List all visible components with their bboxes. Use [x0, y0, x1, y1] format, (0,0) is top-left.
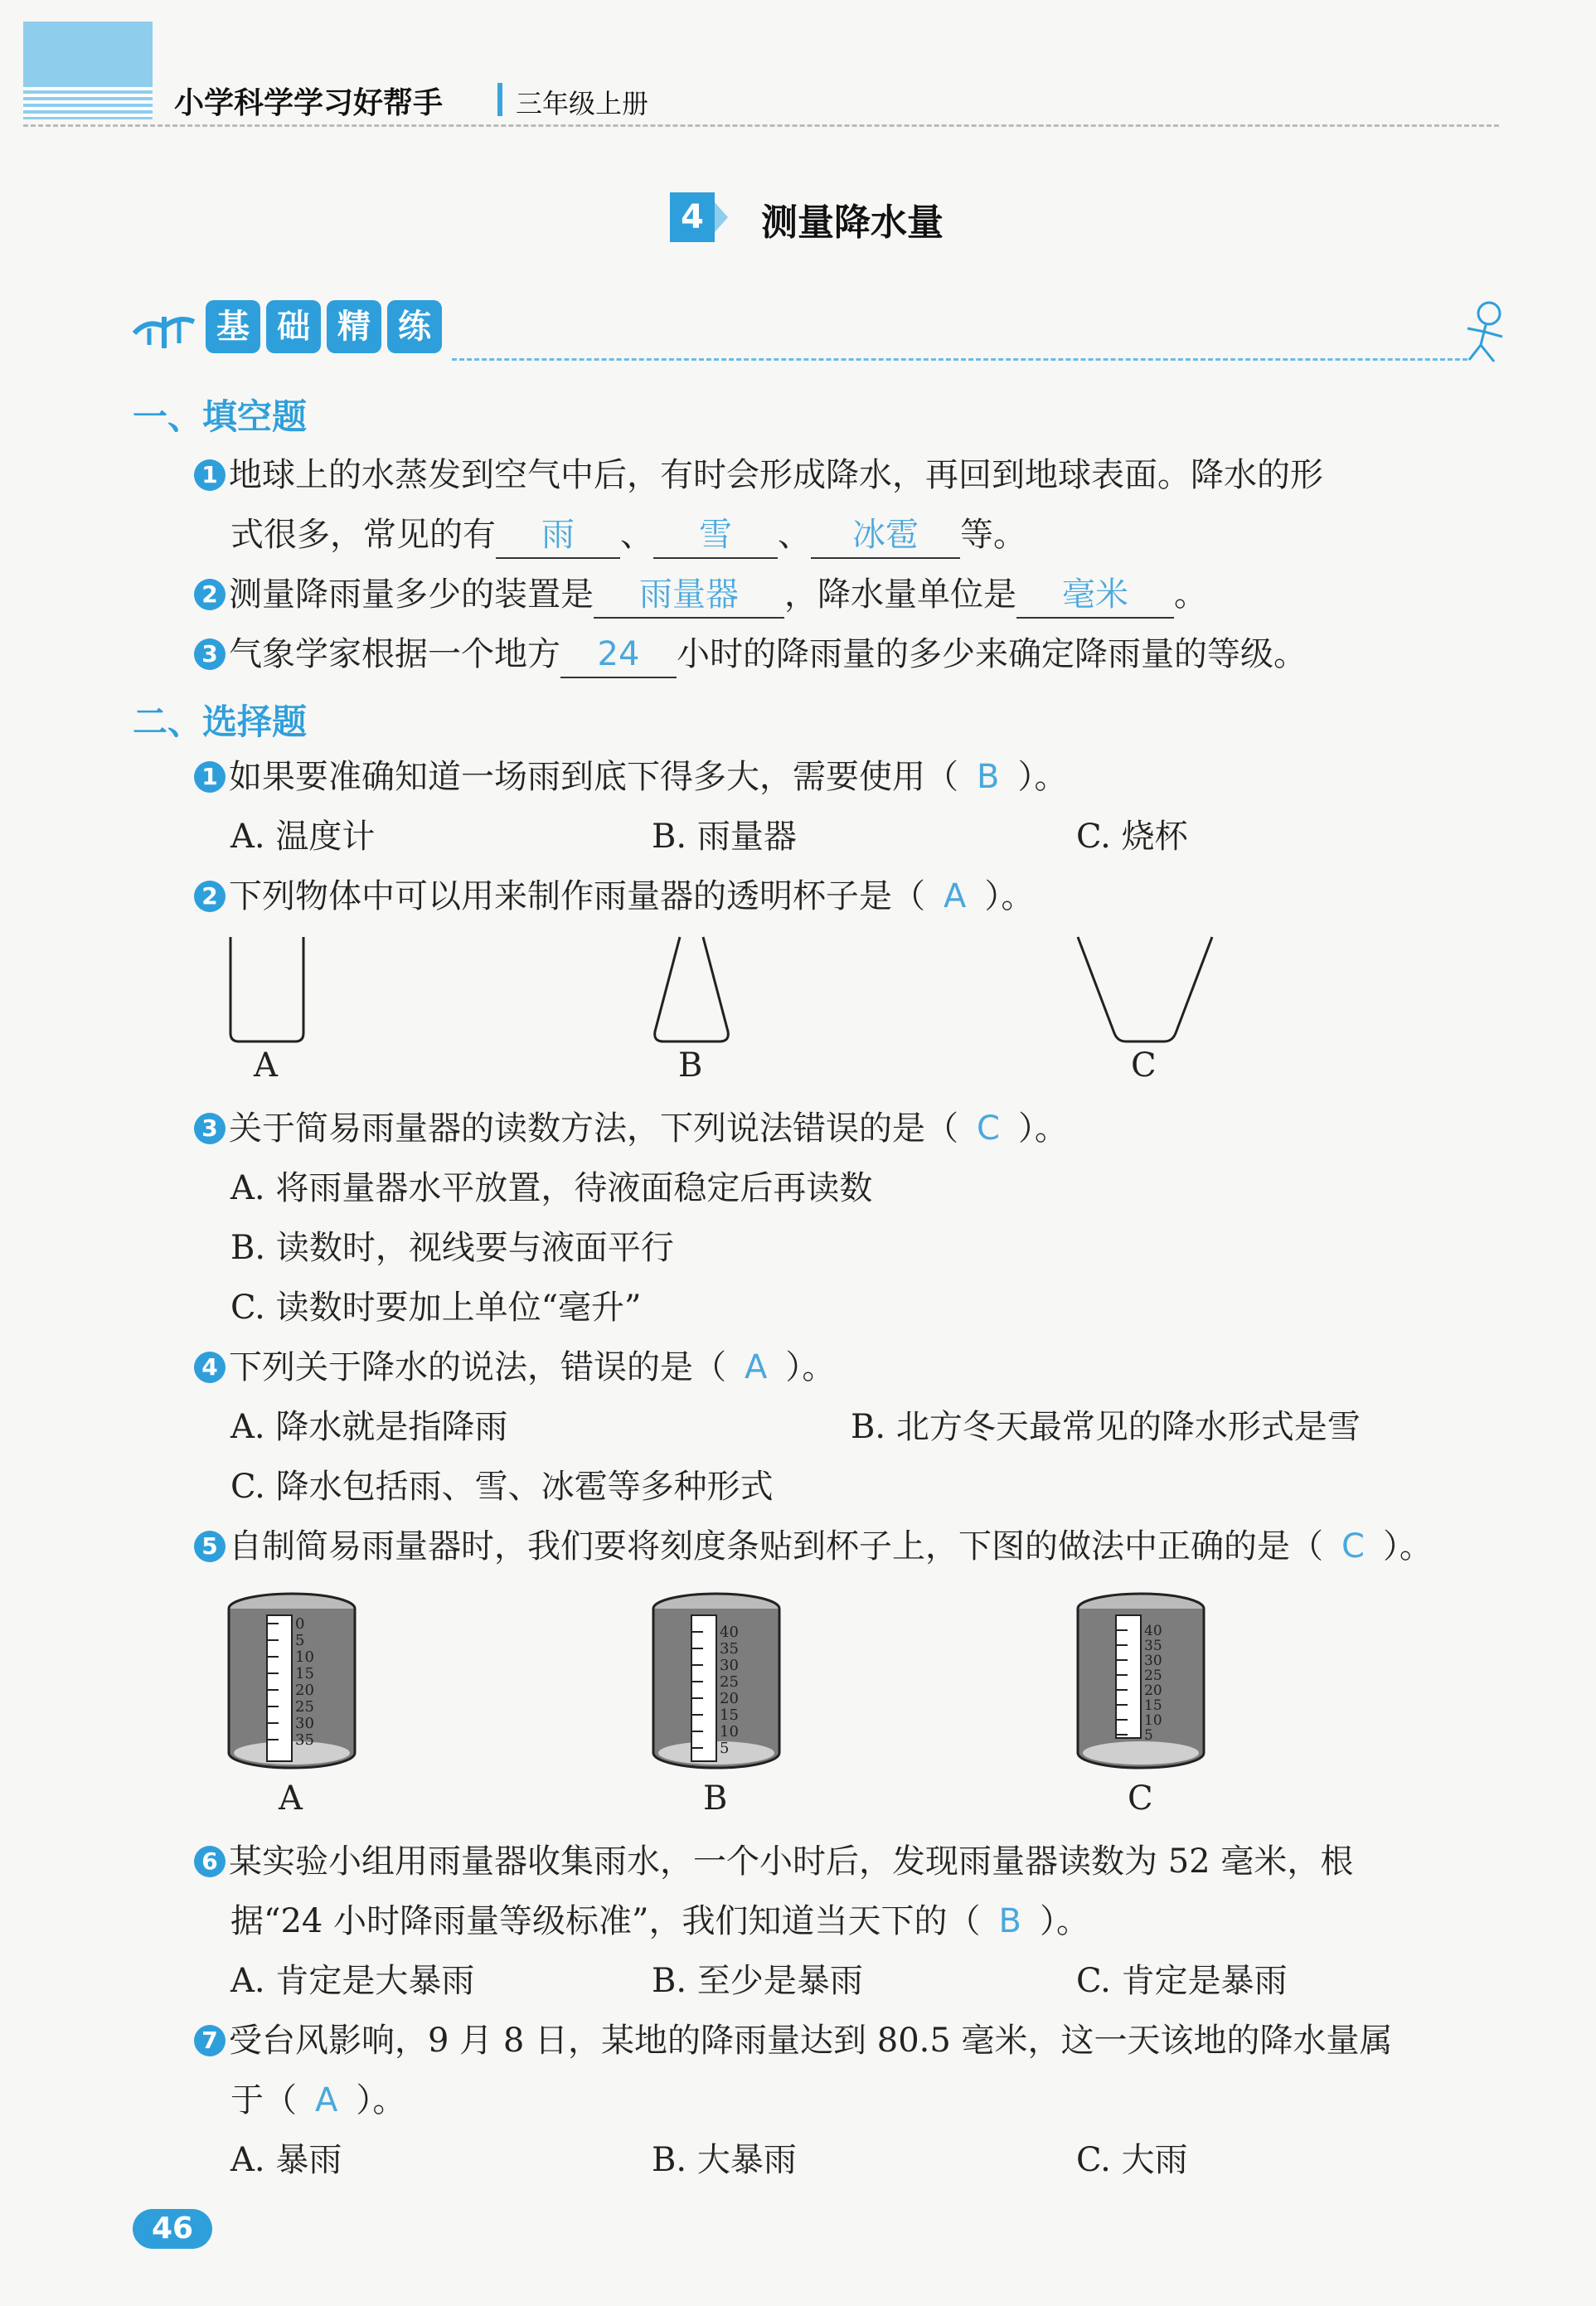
- answer-letter: B: [998, 1902, 1021, 1940]
- answer-letter: A: [745, 1348, 768, 1386]
- scale-number: 40: [720, 1624, 739, 1641]
- answer-letter: B: [977, 758, 1000, 796]
- option-b: B. 北方冬天最常见的降水形式是雪: [851, 1408, 1361, 1446]
- question-number: 5: [194, 1531, 226, 1562]
- banner-char: 精: [327, 300, 381, 353]
- question-text: 某实验小组用雨量器收集雨水，一个小时后，发现雨量器读数为 52 毫米，根: [229, 1842, 1354, 1881]
- question-number: 2: [194, 579, 226, 610]
- option-b: B. 雨量器: [652, 818, 797, 856]
- gauge-a: [226, 1590, 358, 1774]
- mc-q6-line2: [230, 1899, 1089, 1944]
- answer-letter: A: [944, 877, 967, 915]
- question-text: 下列关于降水的说法，错误的是（: [229, 1348, 726, 1386]
- running-figure-icon: [1453, 300, 1511, 367]
- cup-b-narrow-top: [650, 935, 733, 1046]
- scale-number: 30: [1144, 1653, 1162, 1669]
- question-text: 自制简易雨量器时，我们要将刻度条贴到杯子上，下图的做法中正确的是（: [229, 1527, 1323, 1566]
- scale-number: 35: [1144, 1638, 1162, 1654]
- scale-number: 0: [295, 1615, 305, 1633]
- figure-label-c: C: [1131, 1046, 1157, 1085]
- separator: 、: [778, 516, 811, 554]
- option-a: A. 降水就是指降雨: [230, 1408, 508, 1446]
- separator: 、: [620, 516, 653, 554]
- question-text: ）。: [1039, 1902, 1089, 1940]
- question-text: 等。: [960, 516, 1026, 554]
- answer-letter: C: [977, 1109, 1000, 1148]
- scale-number: 25: [295, 1698, 314, 1716]
- option-b: B. 读数时，视线要与液面平行: [230, 1229, 674, 1267]
- scale-number: 20: [1144, 1682, 1162, 1699]
- question-number: 6: [194, 1846, 226, 1877]
- question-text: 测量降雨量多少的装置是: [229, 575, 594, 614]
- scale-number: 10: [720, 1723, 739, 1740]
- option-a: A. 将雨量器水平放置，待液面稳定后再读数: [230, 1169, 873, 1207]
- answer-blank: 雪: [653, 512, 778, 559]
- question-number: 1: [194, 761, 226, 793]
- question-text: 据“24 小时降雨量等级标准”，我们知道当天下的（: [230, 1902, 981, 1940]
- question-text: 受台风影响，9 月 8 日，某地的降雨量达到 80.5 毫米，这一天该地的降水量属: [229, 2022, 1393, 2060]
- option-c: C. 降水包括雨、雪、冰雹等多种形式: [230, 1468, 774, 1506]
- lesson-title: 测量降水量: [761, 201, 944, 244]
- q3-line: [194, 632, 1307, 678]
- figure-label-c: C: [1128, 1779, 1153, 1818]
- page-number: 46: [133, 2209, 212, 2249]
- cup-a-straight: [226, 935, 308, 1046]
- scale-number: 30: [720, 1657, 739, 1674]
- scale-number: 15: [720, 1706, 739, 1724]
- question-text: 下列物体中可以用来制作雨量器的透明杯子是（: [229, 877, 925, 915]
- question-text: 地球上的水蒸发到空气中后，有时会形成降水，再回到地球表面。降水的形: [229, 456, 1323, 494]
- question-text: ）。: [1017, 758, 1068, 796]
- question-text: 关于简易雨量器的读数方法，下列说法错误的是（: [229, 1109, 958, 1148]
- answer-blank: 毫米: [1016, 572, 1174, 619]
- scale-number: 15: [1144, 1697, 1162, 1714]
- scale-number: 5: [1144, 1727, 1153, 1744]
- scale-number: 30: [295, 1715, 314, 1732]
- mc-q5: [194, 1524, 1433, 1569]
- question-text: 。: [1174, 575, 1207, 614]
- header-divider: [497, 83, 502, 116]
- header-dashed-line: [23, 124, 1499, 127]
- scale-number: 20: [720, 1690, 739, 1707]
- question-number: 1: [194, 459, 226, 491]
- option-b: B. 大暴雨: [652, 2141, 797, 2179]
- answer-blank: 雨: [496, 512, 620, 559]
- lesson-number-badge: 4: [670, 192, 715, 242]
- answer-blank: 冰雹: [811, 512, 960, 559]
- figure-label-a: A: [254, 1046, 278, 1085]
- mc-q2: [194, 874, 1034, 919]
- option-a: A. 肯定是大暴雨: [230, 1962, 475, 2000]
- scale-number: 10: [1144, 1712, 1162, 1729]
- answer-blank: 24: [560, 632, 677, 678]
- option-a: A. 暴雨: [230, 2141, 342, 2179]
- option-b: B. 至少是暴雨: [652, 1962, 863, 2000]
- answer-letter: C: [1341, 1527, 1365, 1566]
- question-text: 小时的降雨量的多少来确定降雨量的等级。: [677, 635, 1307, 673]
- question-text: 式很多，常见的有: [230, 516, 496, 554]
- option-c: C. 肯定是暴雨: [1076, 1962, 1288, 2000]
- part1-title: 一、填空题: [133, 396, 308, 437]
- mc-q3: [194, 1106, 1068, 1151]
- scale-number: 25: [1144, 1668, 1162, 1684]
- option-a: A. 温度计: [230, 818, 376, 856]
- book-title: 小学科学学习好帮手: [174, 86, 444, 120]
- mc-q7-line2: [230, 2078, 405, 2123]
- banner-char: 础: [266, 300, 321, 353]
- scale-number: 35: [720, 1640, 739, 1658]
- question-text: 如果要准确知道一场雨到底下得多大，需要使用（: [229, 758, 958, 796]
- mc-q1: [194, 755, 1067, 799]
- answer-blank: 雨量器: [594, 572, 784, 619]
- scale-number: 40: [1144, 1623, 1162, 1639]
- part2-title: 二、选择题: [133, 702, 308, 742]
- q2-line: [194, 572, 1207, 619]
- question-text: ，降水量单位是: [784, 575, 1016, 614]
- scale-number: 25: [720, 1673, 739, 1691]
- scale-number: 15: [295, 1665, 314, 1682]
- mc-q4: [194, 1345, 835, 1390]
- cup-c-wide-top: [1075, 935, 1215, 1046]
- question-number: 3: [194, 1113, 226, 1144]
- q1-line1: [194, 453, 1323, 498]
- question-text: 气象学家根据一个地方: [229, 635, 560, 673]
- question-text: 于（: [230, 2081, 297, 2119]
- question-number: 3: [194, 638, 226, 670]
- q1-line2: [230, 512, 1026, 559]
- banner-char: 练: [387, 300, 442, 353]
- option-c: C. 读数时要加上单位“毫升”: [230, 1289, 642, 1327]
- option-c: C. 大雨: [1076, 2141, 1188, 2179]
- question-text: ）。: [785, 1348, 836, 1386]
- mc-q7-line1: [194, 2018, 1393, 2063]
- question-number: 4: [194, 1352, 226, 1383]
- option-c: C. 烧杯: [1076, 818, 1188, 856]
- sprout-icon: [131, 300, 197, 350]
- figure-label-a: A: [279, 1779, 303, 1818]
- book-subtitle: 三年级上册: [516, 88, 649, 119]
- question-number: 2: [194, 881, 226, 912]
- mc-q6-line1: [194, 1839, 1353, 1884]
- question-text: ）。: [1382, 1527, 1433, 1566]
- scale-number: 10: [295, 1648, 314, 1666]
- figure-label-b: B: [703, 1779, 728, 1818]
- header-stripes: [23, 87, 153, 117]
- figure-label-b: B: [678, 1046, 703, 1085]
- gauge-c: [1075, 1590, 1207, 1774]
- banner-dashed-line: [452, 358, 1467, 361]
- question-number: 7: [194, 2025, 226, 2056]
- scale-number: 20: [295, 1682, 314, 1699]
- question-text: ）。: [356, 2081, 406, 2119]
- scale-number: 35: [295, 1731, 314, 1749]
- scale-number: 5: [720, 1740, 730, 1757]
- question-text: ）。: [984, 877, 1035, 915]
- question-text: ）。: [1017, 1109, 1068, 1148]
- gauge-b: [650, 1590, 783, 1774]
- banner-char: 基: [206, 300, 260, 353]
- answer-letter: A: [315, 2081, 338, 2119]
- scale-number: 5: [295, 1632, 305, 1649]
